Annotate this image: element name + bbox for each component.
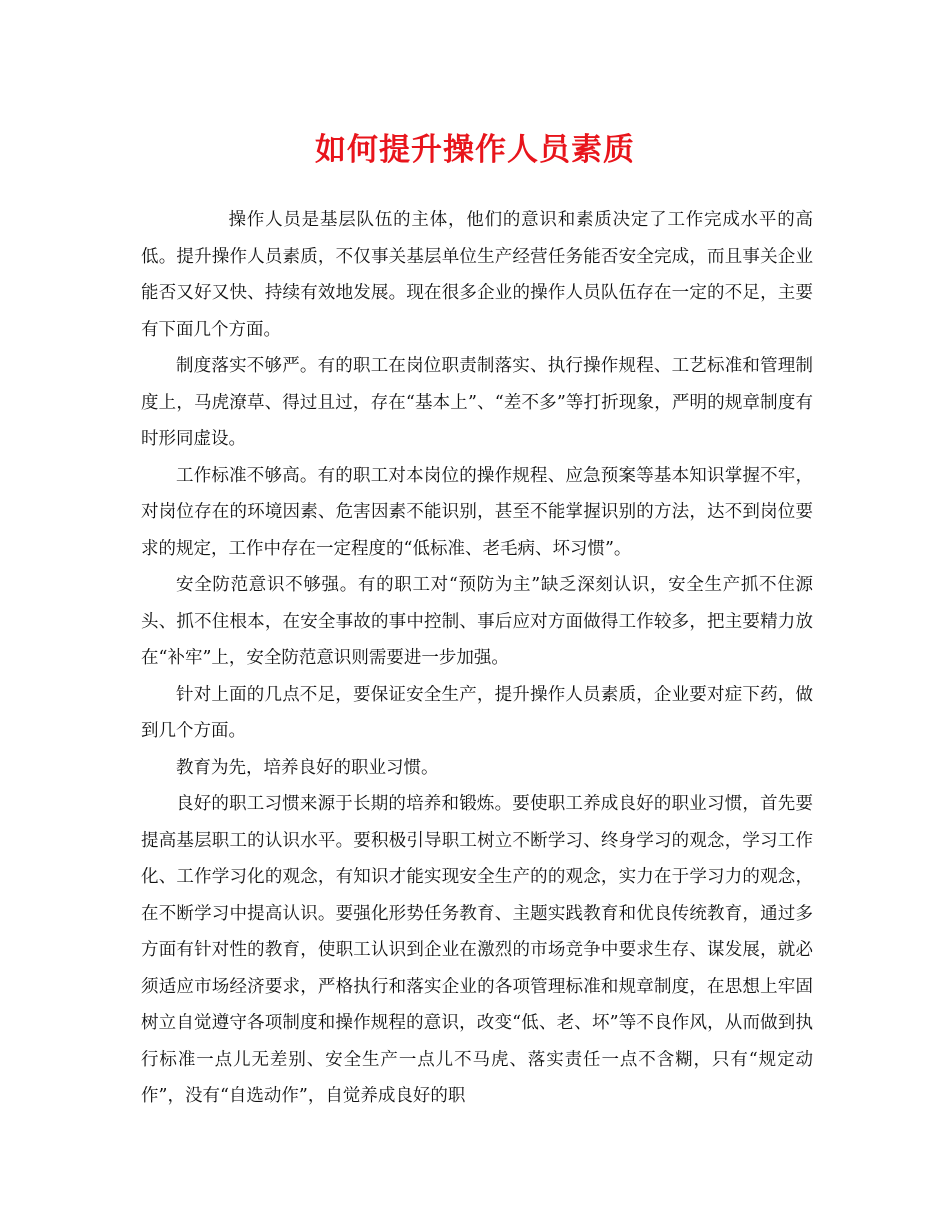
paragraph-remedies: 针对上面的几点不足，要保证安全生产，提升操作人员素质，企业要对症下药，做到几个方面。 [141,684,813,741]
document-title: 如何提升操作人员素质 [315,132,635,168]
paragraph-work-standards: 工作标准不够高。有的职工对本岗位的操作规程、应急预案等基本知识掌握不牢，对岗位存在的环境因素、危害因素不能识别，甚至不能掌握识别的方法，达不到岗位要求的规定，工作中存在一定程度的“低标准、老毛病、坏习惯”。 [141,465,813,559]
paragraph-system-implementation: 制度落实不够严。有的职工在岗位职责制落实、执行操作规程、工艺标准和管理制度上，马虎潦草、得过且过，存在“基本上”、“差不多”等打折现象，严明的规章制度有时形同虚设。 [141,356,813,449]
paragraph-education-detail: 良好的职工习惯来源于长期的培养和锻炼。要使职工养成良好的职业习惯，首先要提高基层职工的认识水平。要积极引导职工树立不断学习、终身学习的观念，学习工作化、工作学习化的观念，有知识才能实现安全生产的的观念，实力在于学习力的观念，在不断学习中提高认识。要强化形势任务教育、主题实践教育和优良传统教育，通过多方面有针对性的教育，使职工认识到企业在激烈的市场竞争中要求生存、谋发展，就必须适应市场经济要求，严格执行和落实企业的各项管理标准和规章制度，在思想上牢固树立自觉遵守各项制度和操作规程的意识，改变“低、老、坏”等不良作风，从而做到执行标准一点儿无差别、安全生产一点儿不马虎、落实责任一点不含糊，只有“规定动作”，没有“自选动作”，自觉养成良好的职 [141,794,813,1106]
document-body [141,202,813,1115]
paragraph-education-heading: 教育为先，培养良好的职业习惯。 [176,757,439,778]
paragraph-intro: 操作人员是基层队伍的主体，他们的意识和素质决定了工作完成水平的高低。提升操作人员素质，不仅事关基层单位生产经营任务能否安全完成，而且事关企业能否又好又快、持续有效地发展。现在很多企业的操作人员队伍存在一定的不足，主要有下面几个方面。 [141,210,813,340]
paragraph-safety-awareness: 安全防范意识不够强。有的职工对“预防为主”缺乏深刻认识，安全生产抓不住源头、抓不住根本，在安全事故的事中控制、事后应对方面做得工作较多，把主要精力放在“补牢”上，安全防范意识则需要进一步加强。 [141,575,813,668]
